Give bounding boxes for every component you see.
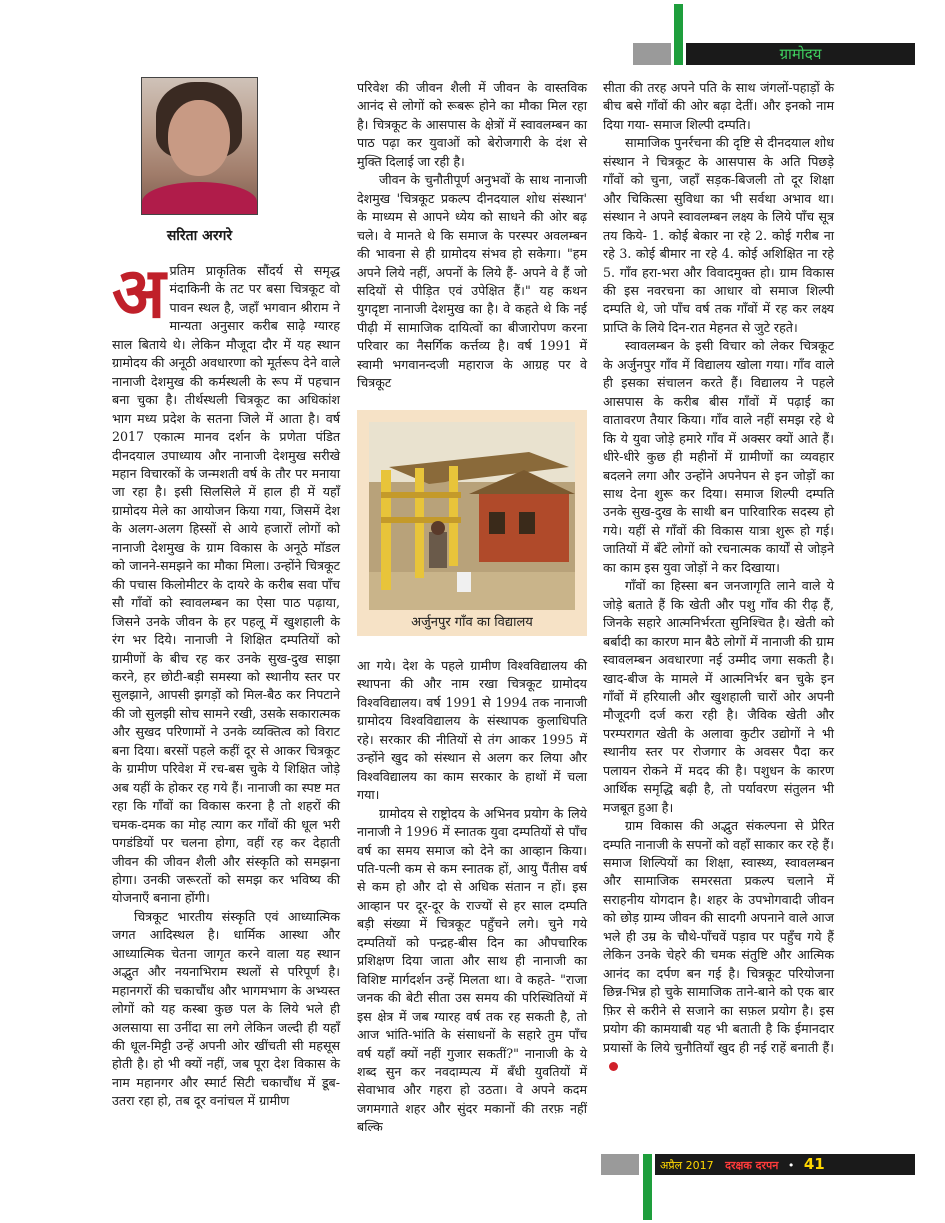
school-photo bbox=[369, 422, 575, 610]
page-number: 41 bbox=[803, 1155, 825, 1173]
footer-green-bar bbox=[643, 1154, 652, 1220]
figure-caption: अर्जुनपुर गाँव का विद्यालय bbox=[411, 615, 533, 630]
column-1-paragraph-1-text: प्रतिम प्राकृतिक सौंदर्य से समृद्ध मंदाकिनी के तट पर बसा चित्रकूट वो पावन स्थल है, जहाँ भगवान श्रीराम ने मान्यता अनुसार करीब साढ़े ग्यारह साल बिताये थे। लेकिन मौजूदा दौर में यह स्थान ग्रामोदय की अनूठी अवधारणा को मूर्तरूप देने वाले नानाजी देशमुख की कर्मस्थली के रूप में पहचान बना चुका है। तीर्थस्थली चित्रकूट का अधिकांश भाग मध्य प्रदेश के सतना जिले में आता है। वर्ष 2017 एकात्म मानव दर्शन के प्रणेता पंडित दीनदयाल उपाध्याय और नानाजी देशमुख सरीखे महान विचारकों के जन्मशती वर्ष के तौर पर मनाया जा रहा है। इसी सिलसिले में हाल ही में यहाँ ग्रामोदय मेले का आयोजन किया गया, जिसमें देश के अलग-अलग हिस्सों से आये हजारों लोगों को नानाजी देशमुख के ग्राम विकास के अनूठे मॉडल को जानने-समझने का मौका मिला। उन्होंने चित्रकूट की पचास किलोमीटर के दायरे के करीब सवा पाँच सौ गाँवों को स्वावलम्बन का ऐसा पाठ पढ़ाया, जिसने उनके जीवन के हर पहलू में खुशहाली के रंग भर दिये। नानाजी ने शिक्षित दम्पतियों को ग्रामीणों के बीच रह कर उनके सुख-दुख साझा करने, हर छोटी-बड़ी समस्या को स्थानीय स्तर पर सुलझाने, आपसी झगड़ों को मिल-बैठ कर निपटाने की जो सुलझी सोच सामने रखी, उसके सकारात्मक और सुखद परिणामों ने उनके व्यक्तित्व को विराट बना दिया। बरसों पहले कहीं दूर से आकर चित्रकूट के ग्रामीण परिवेश में रच-बस चुके ये शिक्षित जोड़े अब यहीं के होकर रह गये हैं। नानाजी का स्पष्ट मत रहा कि गाँवों का विकास करना है तो शहरों की चमक-दमक का मोह त्याग कर गाँवों की धूल भरी पगडंडियों पर चलना होगा, वहीं रह कर देहाती जीवन की जीवन शैली और संस्कृति को समझना होगा। उनकी जरूरतों को समझ कर भविष्य की योजनाएँ बनाना होंगी। bbox=[112, 263, 340, 906]
article-column-2-top bbox=[357, 79, 587, 393]
column-1-paragraph-2: चित्रकूट भारतीय संस्कृति एवं आध्यात्मिक जगत आदिस्थल है। धार्मिक आस्था और आध्यात्मिक चेतना जागृत करने वाला यह स्थान अद्भुत और नयनाभिराम स्थलों से परिपूर्ण है। महानगरों की चकाचौंध और भागमभाग के अभ्यस्त लोगों को यह कस्बा कुछ पल के लिये भले ही अलसाया सा उनींदा सा लगे लेकिन जल्दी ही यहाँ की धूल-मिट्टी उन्हें अपनी ओर खींचती सी महसूस होती है। हो भी क्यों नहीं, जब पूरा देश विकास के नाम महानगर और स्मार्ट सिटी चकाचौंध में डूब-उतरा रहा हो, तब दूर वनांचल में ग्रामीण bbox=[112, 908, 340, 1109]
end-mark-icon bbox=[609, 1062, 618, 1071]
header-green-bar bbox=[674, 4, 683, 65]
column-2-paragraph-4: ग्रामोदय से राष्ट्रोदय के अभिनव प्रयोग के लिये नानाजी ने 1996 में स्नातक युवा दम्पतियों से पाँच वर्ष का समय समाज को देने का आव्हान किया। पति-पत्नी कम से कम स्नातक हों, आयु पैंतीस वर्ष से कम हो और दो से अधिक संतान न हों। इस आव्हान पर दूर-दूर के राज्यों से हर साल दम्पति बड़ी संख्या में चित्रकूट पहुँचने लगे। चुने गये दम्पतियों को पन्द्रह-बीस दिन का औपचारिक प्रशिक्षण दिया जाता और साथ ही नानाजी का विशिष्ट मार्गदर्शन उन्हें मिलता था। वे कहते- "राजा जनक की बेटी सीता उस समय की परिस्थितियों में इस क्षेत्र में जब ग्यारह वर्ष तक रह सकती है, तो आज भांति-भांति के संसाधनों के सहारे तुम पाँच वर्ष यहाँ क्यों नहीं गुजार सकतीं?" नानाजी के ये शब्द सुन कर नवदाम्पत्य में बँधी युवतियों में सेवाभाव और गहरा हो उठता। वे अपने कदम जगमगाते शहर और सुंदर मकानों की तरफ़ नहीं बल्कि bbox=[357, 805, 587, 1135]
column-1-paragraph-1 bbox=[112, 252, 340, 908]
column-2-paragraph-2: जीवन के चुनौतीपूर्ण अनुभवों के साथ नानाजी देशमुख 'चित्रकूट प्रकल्प दीनदयाल शोध संस्थान' के माध्यम से आपने ध्येय को साधने की ओर बढ़ चले। वे मानते थे कि समाज के परस्पर अवलम्बन की भावना से ही ग्रामोदय संभव हो सकेगा। "हम अपने लिये नहीं, अपनों के लिये हैं- अपने वे हैं जो सदियों से पीड़ित एवं उपेक्षित हैं।" यह कथन युगदृष्टा नानाजी देशमुख का है। वे कहते थे कि नई पीढ़ी में सामाजिक दायित्वों का बीजारोपण करना परिवार का नैसर्गिक कर्त्तव्य है। वर्ष 1991 में स्वामी भगवानन्दजी महाराज के आग्रह पर वे चित्रकूट bbox=[357, 172, 587, 391]
footer-grey-block bbox=[601, 1154, 639, 1175]
column-3-paragraph-3: स्वावलम्बन के इसी विचार को लेकर चित्रकूट के अर्जुनपुर गाँव में विद्यालय खोला गया। गाँव वाले ही इसका संचालन करते हैं। विद्यालय ने पहले आसपास के करीब बीस गाँवों में पढ़ाई का वातावरण तैयार किया। गाँव वाले नहीं समझ रहे थे कि ये युवा जोड़े हमारे गाँव में अक्सर क्यों आते हैं। धीरे-धीरे कुछ ही महीनों में ग्रामीणों का व्यवहार बदलने लगा और उन्होंने अपनेपन से इन जोड़ों का साथ देना शुरू कर दिया। समाज शिल्पी दम्पति उनके सुख-दुख के साथी बन पारिवारिक सदस्य हो गये। यहीं से गाँवों की विकास यात्रा शुरू हो गई। जातियों में बँटे लोगों को रचनात्मक कार्यों से जोड़ने का काम इस युवा जोड़ों ने कर दिखाया। bbox=[603, 338, 834, 575]
footer-info bbox=[660, 1154, 825, 1175]
footer-date: अप्रैल 2017 bbox=[660, 1159, 714, 1172]
article-column-3 bbox=[603, 79, 834, 1075]
author-photo-face bbox=[168, 100, 230, 176]
footer-separator: • bbox=[787, 1159, 795, 1172]
school-photo-figure bbox=[357, 410, 587, 636]
header-grey-block bbox=[633, 43, 671, 65]
article-column-1 bbox=[112, 252, 340, 1111]
column-2-paragraph-1: परिवेश की जीवन शैली में जीवन के वास्तविक आनंद से लोगों को रूबरू होने का मौका मिल रहा है। चित्रकूट के आसपास के क्षेत्रों में स्वावलम्बन का पाठ पढ़ा कर युवाओं को बेरोजगारी के दंश से मुक्ति दिलाई जा रही है। bbox=[357, 80, 587, 169]
column-3-paragraph-5-text: ग्राम विकास की अद्भुत संकल्पना से प्रेरित दम्पति नानाजी के सपनों को वहाँ साकार कर रहे हैं। समाज शिल्पियों का शिक्षा, स्वास्थ्य, स्वावलम्बन और सामाजिक समरसता प्रकल्प चलाने में सराहनीय योगदान है। शहर के उपभोगवादी जीवन को छोड़ ग्राम्य जीवन की सादगी अपनाने वाले आज भले ही उम्र के चौथे-पाँचवें पड़ाव पर पहुँच गये हैं लेकिन उनके चेहरे की चमक संतुष्टि और आत्मिक आनंद का दर्पण बन गई है। चित्रकूट परियोजना छिन्न-भिन्न हो चुके सामाजिक ताने-बाने को एक बार फ़िर से करीने से सजाने का सफ़ल प्रयोग है। इस प्रयोग की कामयाबी यह भी बताती है कि ईमानदार प्रयासों के लिये चुनौतियाँ खुद ही नई राहें बनाती हैं। bbox=[603, 818, 834, 1055]
author-photo-body bbox=[142, 182, 257, 215]
footer-magazine-name: दरक्षक दरपन bbox=[725, 1159, 779, 1172]
column-3-paragraph-2: सामाजिक पुनर्रचना की दृष्टि से दीनदयाल शोध संस्थान ने चित्रकूट के आसपास के अति पिछड़े गाँवों को चुना, जहाँ सड़क-बिजली तो दूर शिक्षा और चिकित्सा सुविधा का भी सर्वथा अभाव था। संस्थान ने अपने स्वावलम्बन लक्ष्य के लिये पाँच सूत्र तय किये- 1. कोई बेकार ना रहे 2. कोई गरीब ना रहे 3. कोई बीमार ना रहे 4. कोई अशिक्षित ना रहे 5. गाँव हरा-भरा और विवादमुक्त हो। ग्राम विकास की इस नवरचना का आधार वो समाज शिल्पी दम्पति थे, जो पाँच वर्ष तक गाँवों में रह कर लक्ष्य प्राप्ति के लिये दिन-रात मेहनत से जुटे रहते। bbox=[603, 135, 834, 335]
drop-cap: अ bbox=[112, 252, 166, 334]
column-2-paragraph-3: आ गये। देश के पहले ग्रामीण विश्वविद्यालय की स्थापना की और नाम रखा चित्रकूट ग्रामोदय विश्वविद्यालय। वर्ष 1991 से 1994 तक नानाजी ग्रामोदय विश्वविद्यालय के संस्थापक कुलाधिपति रहे। सरकार की नीतियों से तंग आकर 1995 में उन्होंने खुद को संस्थान से अलग कर लिया और विश्वविद्यालय का काम सरकार के हाथों में चला गया। bbox=[357, 658, 587, 803]
column-3-paragraph-1: सीता की तरह अपने पति के साथ जंगलों-पहाड़ों के बीच बसे गाँवों की ओर बढ़ा देतीं। और इनको नाम दिया गया- समाज शिल्पी दम्पति। bbox=[603, 80, 834, 132]
article-column-2-bottom bbox=[357, 657, 587, 1137]
column-3-paragraph-5 bbox=[603, 817, 834, 1075]
section-label: ग्रामोदय bbox=[779, 45, 822, 63]
school-photo-illustration bbox=[369, 422, 575, 610]
column-3-paragraph-4: गाँवों का हिस्सा बन जनजागृति लाने वाले ये जोड़े बताते हैं कि खेती और पशु गाँव की रीढ़ हैं, जिनके सहारे आत्मनिर्भरता सुनिश्चित है। खेती को बर्बादी का कारण मान बैठे लोगों में नानाजी की ग्राम स्वावलम्बन अवधारणा नई उम्मीद जगा सकती है। खाद-बीज के मामले में आत्मनिर्भर बन चुके इन गाँवों में हरियाली और खुशहाली चारों ओर अपनी मौजूदगी दर्ज करा रही है। जैविक खेती और परम्परागत खेती के अलावा कुटीर उद्योगों ने भी स्थानीय स्तर पर रोजगार के अवसर पैदा कर पलायन रोकने में मदद की है। पशुधन के कारण आर्थिक समृद्धि बढ़ी है, तो पर्यावरण संतुलन भी मजबूत हुआ है। bbox=[603, 578, 834, 815]
author-photo bbox=[141, 77, 258, 215]
author-name: सरिता अरगरे bbox=[166, 228, 233, 244]
